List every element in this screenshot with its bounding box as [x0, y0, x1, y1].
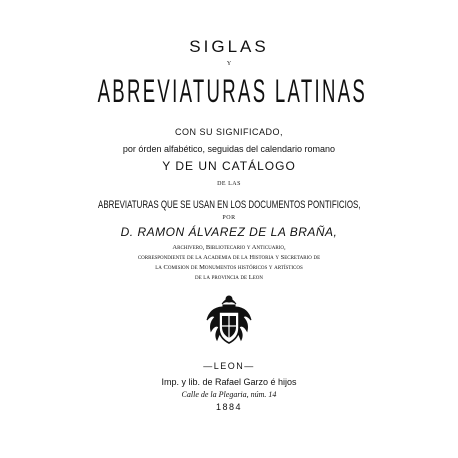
imprint-printer: Imp. y lib. de Rafael Garzo é hijos	[161, 377, 297, 387]
author-credential-2: correspondiente de la Academia de la Historia y Secretario de	[137, 254, 321, 261]
subtitle-catalogo: Y DE UN CATÁLOGO	[162, 159, 296, 173]
subtitle-de-las: DE LAS	[217, 181, 241, 187]
author-credential-1: Archivero, Bibliotecario y Anticuario,	[172, 244, 286, 251]
title-siglas: SIGLAS	[189, 37, 269, 56]
subtitle-pontificios: ABREVIATURAS QUE SE USAN EN LOS DOCUMENTOS PONTIFICIOS,	[97, 199, 361, 211]
author-name: D. RAMON ÁLVAREZ DE LA BRAÑA,	[120, 225, 338, 239]
title-abreviaturas: ABREVIATURAS LATINAS	[97, 73, 368, 109]
imprint-city: —LEON—	[203, 361, 255, 371]
imprint-address: Calle de la Plegaria, núm. 14	[181, 390, 277, 399]
subtitle-pontificios-wrap	[0, 196, 458, 212]
imprint-year: 1884	[215, 402, 243, 412]
coat-of-arms-icon	[200, 290, 258, 348]
title-conjunction: Y	[226, 61, 232, 67]
author-credential-3: la Comision de Monumentos históricos y artísticos	[155, 264, 303, 271]
subtitle-por: POR	[222, 215, 236, 221]
subtitle-significado: CON SU SIGNIFICADO,	[174, 127, 283, 137]
subtitle-orden: por órden alfabético, seguidas del calendario romano	[122, 144, 336, 154]
author-credential-4: de la provincia de Leon	[195, 274, 263, 281]
title-main	[0, 75, 458, 107]
